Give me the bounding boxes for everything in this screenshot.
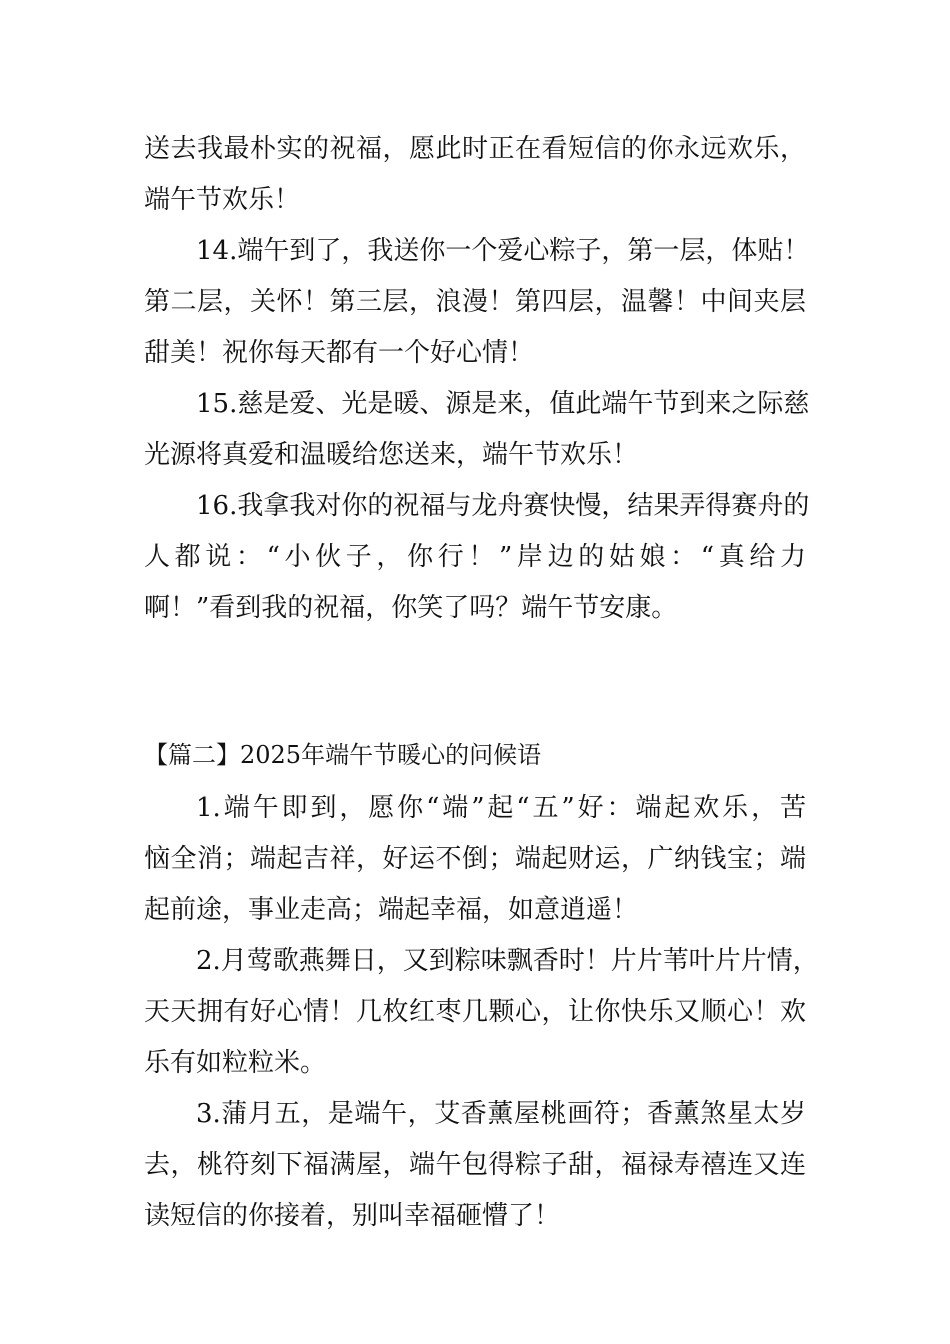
paragraph-line: 第二层，关怀！第三层，浪漫！第四层，温馨！中间夹层 — [144, 287, 806, 317]
section-heading: 【篇二】2025年端午节暖心的问候语 — [144, 741, 542, 769]
paragraph-line: 啊！”看到我的祝福，你笑了吗？端午节安康。 — [144, 593, 678, 623]
paragraph-line: 起前途，事业走高；端起幸福，如意逍遥！ — [144, 895, 639, 925]
paragraph-line: 乐有如粒粒米。 — [144, 1048, 327, 1078]
paragraph-line: 2.月莺歌燕舞日，又到粽味飘香时！片片苇叶片片情， — [196, 946, 819, 976]
paragraph-line: 甜美！祝你每天都有一个好心情！ — [144, 338, 535, 368]
paragraph-line: 1.端午即到，愿你“端”起“五”好：端起欢乐，苦 — [196, 793, 806, 823]
paragraph-line: 端午节欢乐！ — [144, 185, 301, 215]
paragraph-line: 3.蒲月五，是端午，艾香薰屋桃画符；香薰煞星太岁 — [196, 1099, 806, 1129]
paragraph-line: 15.慈是爱、光是暖、源是来，值此端午节到来之际慈 — [196, 389, 810, 419]
paragraph-line: 人都说：“小伙子，你行！”岸边的姑娘：“真给力 — [144, 542, 806, 572]
paragraph-line: 16.我拿我对你的祝福与龙舟赛快慢，结果弄得赛舟的 — [196, 491, 810, 521]
paragraph-line: 天天拥有好心情！几枚红枣几颗心，让你快乐又顺心！欢 — [144, 997, 806, 1027]
paragraph-line: 14.端午到了，我送你一个爱心粽子，第一层，体贴！ — [196, 236, 810, 266]
paragraph-line: 去，桃符刻下福满屋，端午包得粽子甜，福禄寿禧连又连 — [144, 1150, 806, 1180]
paragraph-line: 送去我最朴实的祝福，愿此时正在看短信的你永远欢乐， — [144, 134, 806, 164]
paragraph-line: 恼全消；端起吉祥，好运不倒；端起财运，广纳钱宝；端 — [144, 844, 806, 874]
paragraph-line: 光源将真爱和温暖给您送来，端午节欢乐！ — [144, 440, 639, 470]
paragraph-line: 读短信的你接着，别叫幸福砸懵了！ — [144, 1201, 561, 1231]
